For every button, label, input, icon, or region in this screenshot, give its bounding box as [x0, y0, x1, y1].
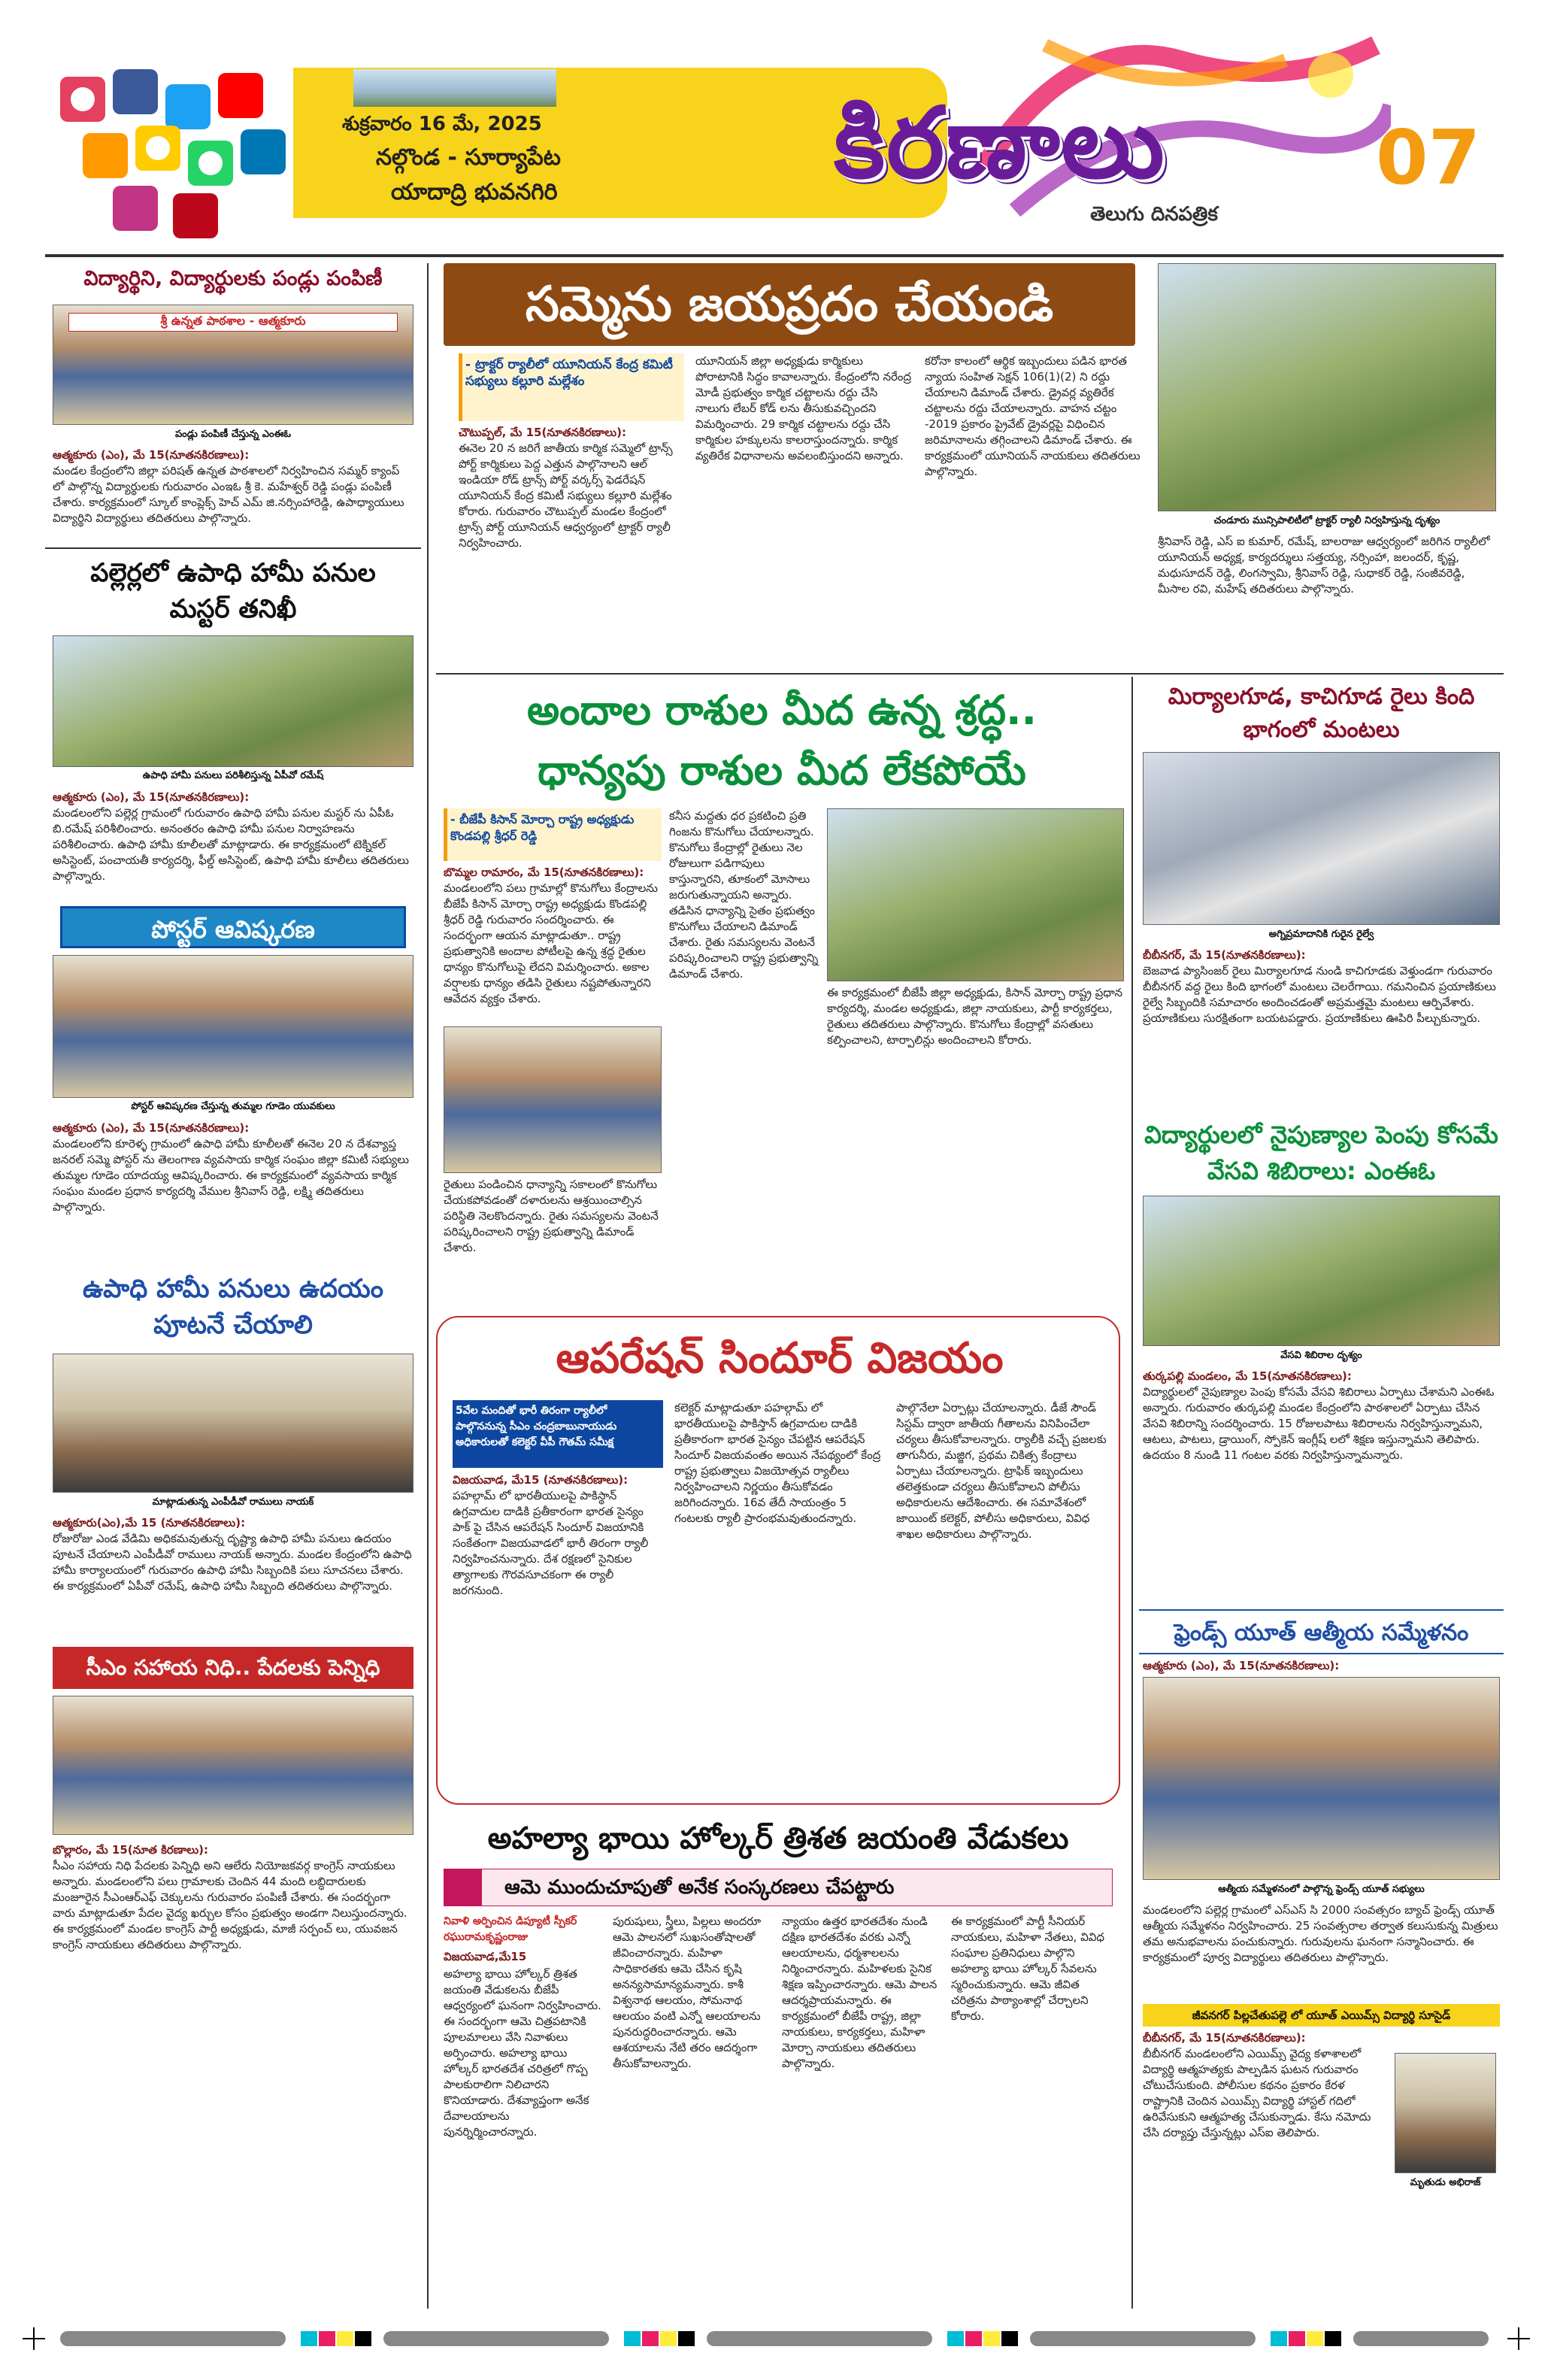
left-story1-photo [53, 305, 413, 425]
ahilya-story-deck: ఆమె ముందుచూపుతో అనేక సంస్కరణలు చేపట్టారు [504, 1876, 895, 1899]
center-story-photo2 [444, 1026, 662, 1173]
left-story3-dateline: ఆత్మకూరు (ఎం), మే 15(నూతనకిరణాలు): [53, 1121, 250, 1135]
registration-bar [15, 2324, 1539, 2354]
right-story2-headline: విద్యార్థులలో నైపుణ్యాల పెంపు కోసమే వేసవి శిబిరాలు: ఎంఈఓ [1144, 1120, 1498, 1185]
left-story4-dateline: ఆత్మకూరు(ఎం),మే 15 (నూతనకిరణాలు): [53, 1516, 246, 1530]
right-story2-photo [1143, 1196, 1500, 1346]
right-story2-dateline: తుర్కపల్లి మండలం, మే 15(నూతనకిరణాలు): [1143, 1369, 1352, 1383]
left-column [45, 263, 421, 2309]
right-story3-caption: ఆత్మీయ సమ్మేళనంలో పాల్గొన్న ఫ్రెండ్స్ యూత్ సభ్యులు [1218, 1884, 1425, 1895]
left-story2-dateline: ఆత్మకూరు (ఎం), మే 15(నూతనకిరణాలు): [53, 790, 250, 804]
top-story-deck: - ట్రాక్టర్ ర్యాలీలో యూనియన్ కేంద్ర కమిటీ సభ్యులు కల్లూరి మల్లేశం [459, 353, 684, 421]
right-story4-caption: మృతుడు అభిరాజ్ [1410, 2177, 1481, 2188]
top-story-body1: ఈనెల 20 న జరిగే జాతీయ కార్మిక సమ్మెలో ట్రాన్స్ పోర్ట్ కార్మికులు పెద్ద ఎత్తున పాల్గొనాలని ఆల్ ఇండియా రోడ్ ట్రాన్స్ పోర్ట్ వర్కర్స్ ఫెడరేషన్ యూనియన్ కేంద్ర కమిటీ సభ్యులు కల్లూరి మల్లేశం కోరారు. గురువారం చౌటుప్పల్ మండల కేంద్రంలో ట్రాన్స్ పోర్ట్ యూనియన్ ఆధ్వర్యంలో ట్రాక్టర్ ర్యాలీ నిర్వహించారు. [459, 441, 673, 550]
masthead-region-1: నల్గొండ - సూర్యాపేట [376, 144, 561, 171]
ahilya-story [436, 1812, 1120, 2309]
center-story-body4: రైతులు పండించిన ధాన్యాన్ని సకాలంలో కొనుగోలు చేయకపోవడంతో దళారులను ఆశ్రయించాల్సిన పరిస్థితి నెలకొందన్నారు. రైతు సమస్యలను వెంటనే పరిష్కరించాలని రాష్ట్ర ప్రభుత్వాన్ని డిమాండ్ చేశారు. [444, 1178, 659, 1254]
left-story5-dateline: బొల్లారం, మే 15(నూత కిరణాలు): [53, 1843, 208, 1857]
page-number: 07 [1376, 114, 1481, 202]
right-story3-dateline: ఆత్మకూరు (ఎం), మే 15(నూతనకిరణాలు): [1143, 1659, 1340, 1672]
left-story2-headline: పల్లెర్లలో ఉపాధి హామీ పనుల మస్టర్ తనిఖీ [90, 558, 376, 624]
center-story-body2: కనీస మద్దతు ధర ప్రకటించి ప్రతి గింజను కొనుగోలు చేయాలన్నారు. కొనుగోలు కేంద్రాల్లో రైతులు నెల రోజులుగా పడిగాపులు కాస్తున్నారని, తూకంలో మోసాలు జరుగుతున్నాయని అన్నారు. తడిసిన ధాన్యాన్ని సైతం ప్రభుత్వం కొనుగోలు చేయాలని డిమాండ్ చేశారు. రైతు సమస్యలను వెంటనే పరిష్కరించాలని రాష్ట్ర ప్రభుత్వాన్ని డిమాండ్ చేశారు. [669, 809, 819, 981]
top-story [436, 263, 1504, 669]
operation-story-dateline: విజయవాడ, మే15 (నూతనకిరణాలు): [453, 1473, 629, 1487]
right-story4-dateline: బీబీనగర్, మే 15(నూతనకిరణాలు): [1143, 2031, 1306, 2045]
right-story3-photo [1143, 1677, 1500, 1880]
top-story-body3: కరోనా కాలంలో ఆర్థిక ఇబ్బందులు పడిన భారత న్యాయ సంహిత సెక్షన్ 106(1)(2) ని రద్దు చేయాలని డిమాండ్ చేశారు. డ్రైవర్ల వ్యతిరేక చట్టాలను రద్దు చేయాలన్నారు. వాహన చట్టం -2019 ప్రకారం ప్రైవేట్ డ్రైవర్లపై విధించిన జరిమానాలను తగ్గించాలని డిమాండ్ చేశారు. ఈ కార్యక్రమంలో యూనియన్ నాయకులు తదితరులు పాల్గొన్నారు. [925, 354, 1141, 478]
left-story2-photo [53, 635, 413, 767]
ahilya-story-body4: ఈ కార్యక్రమంలో పార్టీ సీనియర్ నాయకులు, మహిళా నేతలు, వివిధ సంఘాల ప్రతినిధులు పాల్గొని అహల్యా భాయి హోల్కర్ సేవలను స్మరించుకున్నారు. ఆమె జీవిత చరిత్రను పాఠ్యాంశాల్లో చేర్చాలని కోరారు. [951, 1915, 1105, 2023]
right-story4-headline: జీవనగర్ పిల్లచేతుపల్లె లో యూత్ ఎయిమ్స్ విద్యార్థి సూసైడ్ [1143, 2004, 1500, 2027]
masthead-subtitle: తెలుగు దినపత్రిక [1090, 203, 1218, 226]
top-story-headline: సమ్మెను జయప్రదం చేయండి [444, 263, 1135, 346]
left-story2-caption: ఉపాధి హామీ పనులు పరిశీలిస్తున్న ఏపీవో రమేష్ [142, 770, 324, 781]
right-story2-body: విద్యార్థులలో నైపుణ్యాల పెంపు కోసమే వేసవి శిబిరాలు ఏర్పాటు చేశామని ఎంఈఓ అన్నారు. గురువారం తుర్కపల్లి మండల కేంద్రంలోని పాఠశాలలో ఏర్పాటు చేసిన వేసవి శిబిరాన్ని సందర్శించారు. 15 రోజులపాటు శిబిరాలను నిర్వహిస్తున్నామని, ఆటలు, పాటలు, డ్రాయింగ్, స్పోకెన్ ఇంగ్లీష్ లలో శిక్షణ ఇస్తున్నామని తెలిపారు. ఉదయం 8 నుండి 11 గంటల వరకు నిర్వహిస్తున్నామన్నారు. [1143, 1385, 1495, 1462]
left-story4-photo [53, 1354, 413, 1493]
ahilya-story-body3: న్యాయం ఉత్తర భారతదేశం నుండి దక్షిణ భారతదేశం వరకు ఎన్నో ఆలయాలను, ధర్మశాలలను నిర్మించారన్నారు. మహిళలకు సైనిక శిక్షణ ఇప్పించారన్నారు. ఆమె పాలన ఆదర్శప్రాయమన్నారు. ఈ కార్యక్రమంలో బీజేపీ రాష్ట్ర, జిల్లా నాయకులు, కార్యకర్తలు, మహిళా మోర్చా నాయకులు తదితరులు పాల్గొన్నారు. [782, 1915, 938, 2070]
ahilya-story-deck-bar [444, 1869, 1113, 1906]
operation-story-body3: పాల్గొనేలా ఏర్పాట్లు చేయాలన్నారు. డీజే సౌండ్ సిస్టమ్ ద్వారా జాతీయ గీతాలను వినిపించేలా చర్యలు తీసుకోవాలన్నారు. ర్యాలీకి వచ్చే ప్రజలకు తాగునీరు, మజ్జిగ, ప్రథమ చికిత్స కేంద్రాలు ఏర్పాటు చేయాలన్నారు. ట్రాఫిక్ ఇబ్బందులు తలెత్తకుండా చర్యలు తీసుకోవాలని పోలీసు అధికారులను ఆదేశించారు. ఈ సమావేశంలో జాయింట్ కలెక్టర్, పోలీసు అధికారులు, వివిధ శాఖల అధికారులు పాల్గొన్నారు. [896, 1401, 1107, 1541]
left-story4-caption: మాట్లాడుతున్న ఎంపీడీవో రాములు నాయక్ [152, 1496, 314, 1508]
top-story-dateline: చౌటుప్పల్, మే 15(నూతనకిరణాలు): [459, 426, 626, 439]
left-story5-photo [53, 1696, 413, 1835]
left-story3-caption: పోస్టర్ ఆవిష్కరణ చేస్తున్న తుమ్మల గూడెం యువకులు [131, 1101, 335, 1112]
left-story4-body: రోజురోజు ఎండ వేడిమి అధికమవుతున్న దృష్ట్యా ఉపాధి హామీ పనులు ఉదయం పూటనే చేయాలని ఎంపీడీవో రాములు నాయక్ అన్నారు. మండల కేంద్రంలోని ఉపాధి హామీ కార్యాలయంలో గురువారం ఉపాధి హామీ సిబ్బందికి పలు సూచనలు చేశారు. ఈ కార్యక్రమంలో ఏపీవో రమేష్, ఉపాధి హామీ సిబ్బంది తదితరులు పాల్గొన్నారు. [53, 1532, 412, 1593]
right-story3-body: మండలంలోని పల్లెర్ల గ్రామంలో ఎస్ఎస్ సి 2000 సంవత్సరం బ్యాచ్ ఫ్రెండ్స్ యూత్ ఆత్మీయ సమ్మేళనం నిర్వహించారు. 25 సంవత్సరాల తర్వాత కలుసుకున్న మిత్రులు తమ అనుభవాలను పంచుకున్నారు. గురువులను ఘనంగా సన్మానించారు. ఈ కార్యక్రమంలో పూర్వ విద్యార్థులు తదితరులు పాల్గొన్నారు. [1143, 1903, 1498, 1964]
right-story2-caption: వేసవి శిబిరాల దృశ్యం [1280, 1350, 1362, 1361]
ahilya-story-subdeck: నివాళి అర్పించిన డిప్యూటీ స్పీకర్ రఘురామకృష్ణంరాజు [444, 1915, 577, 1943]
column-rule-left [427, 263, 429, 2309]
right-story4-photo [1395, 2053, 1496, 2173]
ahilya-story-body2: పురుషులు, స్త్రీలు, పిల్లలు అందరూ ఆమె పాలనలో సుఖసంతోషాలతో జీవించారన్నారు. మహిళా సాధికారతకు ఆమె చేసిన కృషి అనన్యసామాన్యమన్నారు. కాశీ విశ్వనాథ ఆలయం, సోమనాథ ఆలయం వంటి ఎన్నో ఆలయాలను పునరుద్ధరించారన్నారు. ఆమె ఆశయాలను నేటి తరం ఆదర్శంగా తీసుకోవాలన్నారు. [613, 1915, 762, 2070]
right-story1-photo [1143, 752, 1500, 925]
left-story4-headline: ఉపాధి హామీ పనులు ఉదయం పూటనే చేయాలి [83, 1274, 383, 1340]
right-story1-caption: అగ్నిప్రమాదానికి గురైన రైల్వే [1268, 929, 1374, 940]
operation-story-body2: కలెక్టర్ మాట్లాడుతూ పహల్గామ్ లో భారతీయులపై పాకిస్తాన్ ఉగ్రవాదుల దాడికి ప్రతీకారంగా భారత సైన్యం చేపట్టిన ఆపరేషన్ సిందూర్ విజయవంతం అయిన నేపథ్యంలో కేంద్ర రాష్ట్ర ప్రభుత్వాలు విజయోత్సవ ర్యాలీలు నిర్వహించాలని నిర్ణయం తీసుకోవడం జరిగిందన్నారు. 16వ తేదీ సాయంత్రం 5 గంటలకు ర్యాలీ ప్రారంభమవుతుందన్నారు. [674, 1401, 881, 1525]
operation-story-deck: 5వేల మందితో భారీ తిరంగా ర్యాలీలో పాల్గొననున్న సీఎం చంద్రబాబునాయుడు అధికారులతో కలెక్టర్ వీపీ గౌతమ్ సమీక్ష [453, 1400, 663, 1468]
top-story-photo [1158, 263, 1496, 511]
operation-story-body1: పహల్గామ్ లో భారతీయులపై పాకిస్థాన్ ఉగ్రవాదుల దాడికి ప్రతీకారంగా భారత సైన్యం పాక్ పై చేసిన ఆపరేషన్ సిందూర్ విజయానికి సంకేతంగా విజయవాడలో భారీ తిరంగా ర్యాలీ నిర్వహించనున్నారు. దేశ రక్షణలో సైనికుల త్యాగాలకు గౌరవసూచకంగా ఈ ర్యాలీ జరగనుంది. [453, 1489, 649, 1597]
masthead-rule [45, 254, 1504, 257]
ahilya-story-dateline: విజయవాడ,మే15 [444, 1950, 527, 1963]
social-icons-graphic [53, 62, 308, 242]
top-story-body4: శ్రీనివాస్ రెడ్డి, ఎస్ ఐ కుమార్, రమేష్, బాలరాజు ఆధ్వర్యంలో జరిగిన ర్యాలీలో యూనియన్ అధ్యక్ష, కార్యదర్శులు సత్తయ్య, నర్సింహా, జలందర్, కృష్ణ, మధుసూదన్ రెడ్డి, లింగస్వామి, శ్రీనివాస్ రెడ్డి, సుధాకర్ రెడ్డి, సంజీవరెడ్డి, మీసాల రవి, మహేష్ తదితరులు పాల్గొన్నారు. [1158, 535, 1490, 596]
ahilya-story-body1: అహల్యా భాయి హోల్కర్ త్రిశత జయంతి వేడుకలను బీజేపీ ఆధ్వర్యంలో ఘనంగా నిర్వహించారు. ఈ సందర్భంగా ఆమె చిత్రపటానికి పూలమాలలు వేసి నివాళులు అర్పించారు. అహల్యా భాయి హోల్కర్ భారతదేశ చరిత్రలో గొప్ప పాలకురాలిగా నిలిచారని కొనియాడారు. దేశవ్యాప్తంగా అనేక దేవాలయాలను పునర్నిర్మించారన్నారు. [444, 1967, 601, 2139]
right-story4-body: బీబీనగర్ మండలంలోని ఎయిమ్స్ వైద్య కళాశాలలో విద్యార్థి ఆత్మహత్యకు పాల్పడిన ఘటన గురువారం చోటుచేసుకుంది. పోలీసుల కథనం ప్రకారం కేరళ రాష్ట్రానికి చెందిన ఎయిమ్స్ విద్యార్థి హాస్టల్ గదిలో ఉరివేసుకుని ఆత్మహత్య చేసుకున్నాడు. కేసు నమోదు చేసి దర్యాప్తు చేస్తున్నట్లు ఎస్ఐ తెలిపారు. [1143, 2047, 1371, 2139]
right-story1-body: బెజవాడ ప్యాసింజర్ రైలు మిర్యాలగూడ నుండి కాచిగూడకు వెళ్తుండగా గురువారం బీబీనగర్ వద్ద రైలు కింది భాగంలో మంటలు చెలరేగాయి. గమనించిన ప్రయాణికులు రైల్వే సిబ్బందికి సమాచారం అందించడంతో అప్రమత్తమై మంటలు ఆర్పివేశారు. ప్రయాణికులు సురక్షితంగా బయటపడ్డారు. ప్రయాణికులు ఊపిరి పీల్చుకున్నారు. [1143, 964, 1496, 1025]
left-story3-photo [53, 955, 413, 1098]
masthead [0, 0, 1554, 263]
right-column [1139, 677, 1504, 2309]
right-story1-headline: మిర్యాలగూడ, కాచిగూడ రైలు కింది భాగంలో మంటలు [1168, 684, 1475, 743]
skyline-graphic [353, 69, 556, 107]
operation-story-headline: ఆపరేషన్ సిందూర్ విజయం [556, 1334, 1004, 1383]
left-story1-body: మండల కేంద్రంలోని జిల్లా పరిషత్ ఉన్నత పాఠశాలలో నిర్వహించిన సమ్మర్ క్యాంప్ లో పాల్గొన్న విద్యార్థులకు గురువారం ఎంఇఓ శ్రీ కె. మహేశ్వర్ రెడ్డి పండ్లు పంపిణీ చేశారు. కార్యక్రమంలో స్కూల్ కాంప్లెక్స్ హెచ్ ఎమ్ జి.నర్సింహారెడ్డి, ఉపాధ్యాయులు విద్యార్థిని విద్యార్థులు తదితరులు పాల్గొన్నారు. [53, 464, 404, 525]
center-story-dateline: బొమ్మల రామారం, మే 15(నూతనకిరణాలు): [444, 866, 644, 879]
top-story-caption: చండూరు మున్సిపాలిటీలో ట్రాక్టర్ ర్యాలీ నిర్వహిస్తున్న దృశ్యం [1213, 515, 1440, 526]
right-story1-dateline: బీబీనగర్, మే 15(నూతనకిరణాలు): [1143, 948, 1306, 962]
divider [45, 547, 421, 549]
right-story3-headline: ఫ్రెండ్స్ యూత్ ఆత్మీయ సమ్మేళనం [1139, 1609, 1504, 1654]
photo-banner-text: శ్రీ ఉన్నత పాఠశాల - ఆత్మకూరు [68, 313, 398, 332]
masthead-title: కిరణాలు [834, 86, 1166, 200]
divider-top [436, 673, 1504, 675]
left-story5-headline: సీఎం సహాయ నిధి.. పేదలకు పెన్నిధి [53, 1647, 413, 1689]
ahilya-story-headline: అహల్యా భాయి హోల్కర్ త్రిశత జయంతి వేడుకలు [487, 1821, 1069, 1856]
operation-story [436, 1316, 1120, 1805]
center-story-body3: ఈ కార్యక్రమంలో బీజేపీ జిల్లా అధ్యక్షుడు, కిసాన్ మోర్చా రాష్ట్ర ప్రధాన కార్యదర్శి, మండల అధ్యక్షుడు, జిల్లా నాయకులు, పార్టీ కార్యకర్తలు, రైతులు తదితరులు పాల్గొన్నారు. కొనుగోలు కేంద్రాల్లో వసతులు కల్పించాలని, టార్పాలిన్లు అందించాలని కోరారు. [827, 986, 1122, 1047]
masthead-region-2: యాదాద్రి భువనగిరి [391, 179, 558, 205]
center-story-photo1 [827, 808, 1124, 981]
center-story-headline-1: అందాల రాశుల మీద ఉన్న శ్రద్ధ.. [526, 687, 1038, 734]
left-story3-body: మండలంలోని కూరెళ్ళ గ్రామంలో ఉపాధి హామీ కూలీలతో ఈనెల 20 న దేశవ్యాప్త జనరల్ సమ్మె పోస్టర్ ను తెలంగాణ వ్యవసాయ కార్మిక సంఘం జిల్లా కమిటీ సభ్యులు తుమ్మల గూడెం యాదయ్య ఆవిష్కరించారు. ఈ కార్యక్రమంలో వ్యవసాయ కార్మిక సంఘం మండల ప్రధాన కార్యదర్శి వేముల శ్రీనివాస్ రెడ్డి, లక్ష్మి తదితరులు పాల్గొన్నారు. [53, 1137, 409, 1214]
top-story-body2: యూనియన్ జిల్లా అధ్యక్షుడు కార్మికులు పోరాటానికి సిద్ధం కావాలన్నారు. కేంద్రంలోని నరేంద్ర మోడీ ప్రభుత్వం కార్మిక చట్టాలను రద్దు చేసి నాలుగు లేబర్ కోడ్ లను తీసుకువచ్చిందని విమర్శించారు. 29 కార్మిక చట్టాలను రద్దు చేసి కార్మికుల హక్కులను కాలరాస్తుందన్నారు. కార్మిక వ్యతిరేక విధానాలను అవలంబిస్తుందని అన్నారు. [695, 354, 912, 462]
left-story2-body: మండలంలోని పల్లెర్ల గ్రామంలో గురువారం ఉపాధి హామీ పనుల మస్టర్ ను ఏపీఓ బి.రమేష్ పరిశీలించారు. అనంతరం ఉపాధి హామీ పనుల నిర్వాహణను పరిశీలించారు. ఉపాధి హామీ కూలీలతో మాట్లాడారు. ఈ కార్యక్రమంలో టెక్నికల్ అసిస్టెంట్, పంచాయతీ కార్యదర్శి, ఫీల్డ్ అసిస్టెంట్, ఉపాధి హామీ కూలీలు తదితరులు పాల్గొన్నారు. [53, 806, 409, 883]
center-story [436, 677, 1128, 1301]
left-story3-headline: పోస్టర్ ఆవిష్కరణ [60, 906, 406, 948]
masthead-date: శుక్రవారం 16 మే, 2025 [342, 113, 542, 135]
left-story1-caption: పండ్లు పంపిణీ చేస్తున్న ఎంఈఓ [174, 429, 292, 440]
left-story1-headline: విద్యార్థిని, విద్యార్థులకు పండ్లు పంపిణీ [83, 267, 383, 290]
column-rule-right [1131, 677, 1133, 2309]
left-story5-body: సీఎం సహాయ నిధి పేదలకు పెన్నిధి అని ఆలేరు నియోజకవర్గ కాంగ్రెస్ నాయకులు అన్నారు. మండలంలోని పలు గ్రామాలకు చెందిన 44 మంది లబ్ధిదారులకు మంజూరైన సీఎంఆర్ఎఫ్ చెక్కులను గురువారం పంపిణీ చేశారు. ఈ సందర్భంగా వారు మాట్లాడుతూ పేదల వైద్య ఖర్చుల కోసం ప్రభుత్వం అండగా నిలుస్తుందన్నారు. ఈ కార్యక్రమంలో మండల కాంగ్రెస్ పార్టీ అధ్యక్షుడు, మాజీ సర్పంచ్ లు, యువజన కాంగ్రెస్ నాయకులు తదితరులు పాల్గొన్నారు. [53, 1859, 407, 1951]
center-story-deck: - బీజేపీ కిసాన్ మోర్చా రాష్ట్ర అధ్యక్షుడు కొండపల్లి శ్రీధర్ రెడ్డి [444, 808, 662, 861]
deck-marker [444, 1869, 482, 1906]
center-story-body1: మండలంలోని పలు గ్రామాల్లో కొనుగోలు కేంద్రాలను బీజేపీ కిసాన్ మోర్చా రాష్ట్ర అధ్యక్షుడు కొండపల్లి శ్రీధర్ రెడ్డి గురువారం సందర్శించారు. ఈ సందర్భంగా ఆయన మాట్లాడుతూ.. రాష్ట్ర ప్రభుత్వానికి అందాల పోటీలపై ఉన్న శ్రద్ధ రైతుల ధాన్యం కొనుగోలుపై లేదని విమర్శించారు. అకాల వర్షాలకు ధాన్యం తడిసి రైతులు నష్టపోతున్నారని ఆవేదన వ్యక్తం చేశారు. [444, 881, 658, 1005]
left-story1-dateline: ఆత్మకూరు (ఎం), మే 15(నూతనకిరణాలు): [53, 448, 250, 462]
center-story-headline-2: ధాన్యపు రాశుల మీద లేకపోయే [538, 747, 1026, 794]
